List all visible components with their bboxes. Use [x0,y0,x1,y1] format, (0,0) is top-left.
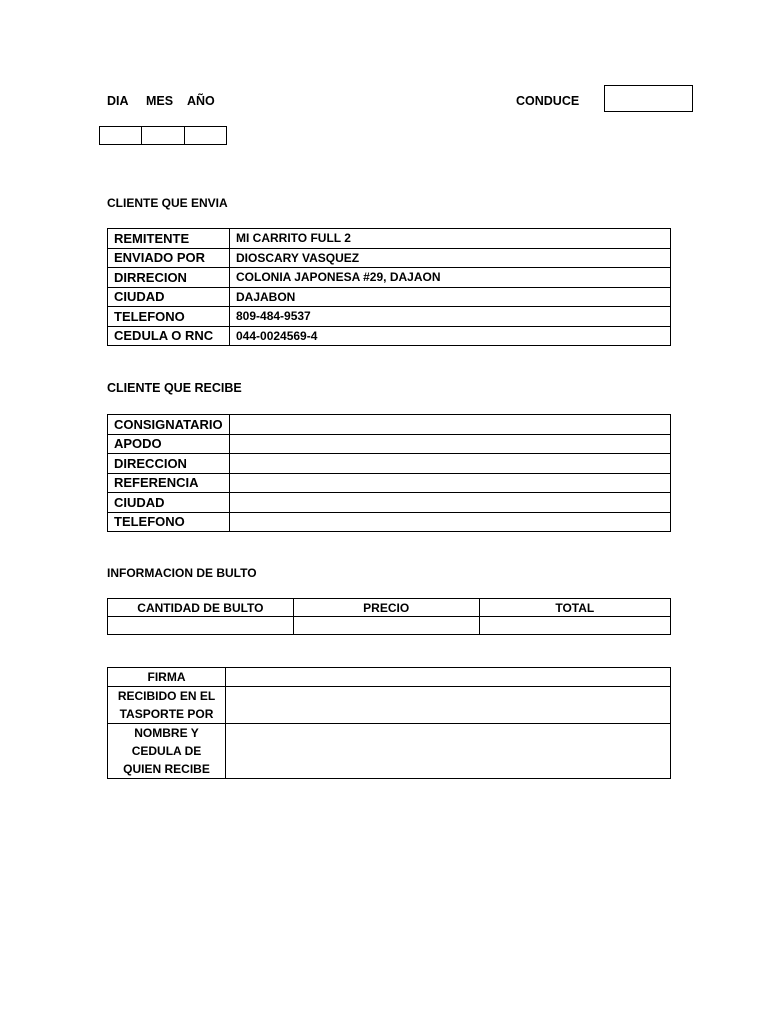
table-row [108,229,671,249]
row-value[interactable] [230,493,671,513]
row-value[interactable] [230,473,671,493]
conduce-label: CONDUCE [516,94,580,108]
table-row [108,687,671,724]
row-label: CIUDAD [108,287,230,307]
row-value[interactable] [230,512,671,532]
row-label: ENVIADO POR [108,248,230,268]
table-header-row [108,599,671,617]
price-header: PRECIO [293,599,479,617]
receiver-name-id-label: NOMBRE Y CEDULA DE QUIEN RECIBE [108,724,226,779]
total-header: TOTAL [479,599,670,617]
table-row [108,668,671,687]
receiver-section-title: CLIENTE QUE RECIBE [107,381,242,395]
package-section-title: INFORMACION DE BULTO [107,566,257,580]
table-row [108,617,671,635]
year-label: AÑO [187,94,215,108]
day-label: DIA [107,94,129,108]
table-row [108,724,671,779]
received-by-field[interactable] [226,687,671,724]
row-label: REMITENTE [108,229,230,249]
row-label: DIRRECION [108,268,230,288]
table-row [108,415,671,435]
table-row [108,326,671,346]
row-value[interactable]: DIOSCARY VASQUEZ [230,248,671,268]
receiver-name-id-field[interactable] [226,724,671,779]
row-value[interactable] [230,434,671,454]
sender-table [107,228,671,346]
row-value[interactable]: DAJABON [230,287,671,307]
table-row [108,248,671,268]
receiver-table [107,414,671,532]
row-value[interactable] [230,415,671,435]
row-value[interactable]: COLONIA JAPONESA #29, DAJAON [230,268,671,288]
table-row [108,512,671,532]
row-label: REFERENCIA [108,473,230,493]
row-label: CONSIGNATARIO [108,415,230,435]
row-label: APODO [108,434,230,454]
signature-label: FIRMA [108,668,226,687]
row-label: CEDULA O RNC [108,326,230,346]
table-row [108,473,671,493]
received-by-label: RECIBIDO EN EL TASPORTE POR [108,687,226,724]
date-fields [99,126,227,145]
row-label: TELEFONO [108,512,230,532]
signature-table [107,667,671,779]
sender-section-title: CLIENTE QUE ENVIA [107,196,228,210]
row-value[interactable]: 044-0024569-4 [230,326,671,346]
conduce-field[interactable] [604,85,693,112]
quantity-cell[interactable] [108,617,294,635]
row-label: TELEFONO [108,307,230,327]
quantity-header: CANTIDAD DE BULTO [108,599,294,617]
table-row [108,454,671,474]
table-row [108,307,671,327]
table-row [108,268,671,288]
row-label: CIUDAD [108,493,230,513]
month-label: MES [146,94,174,108]
signature-field[interactable] [226,668,671,687]
table-row [108,287,671,307]
row-value[interactable]: MI CARRITO FULL 2 [230,229,671,249]
table-row [108,493,671,513]
row-label: DIRECCION [108,454,230,474]
row-value[interactable] [230,454,671,474]
package-table [107,598,671,635]
year-field[interactable] [185,127,226,144]
price-cell[interactable] [293,617,479,635]
table-row [108,434,671,454]
row-value[interactable]: 809-484-9537 [230,307,671,327]
total-cell[interactable] [479,617,670,635]
day-field[interactable] [100,127,142,144]
month-field[interactable] [142,127,184,144]
